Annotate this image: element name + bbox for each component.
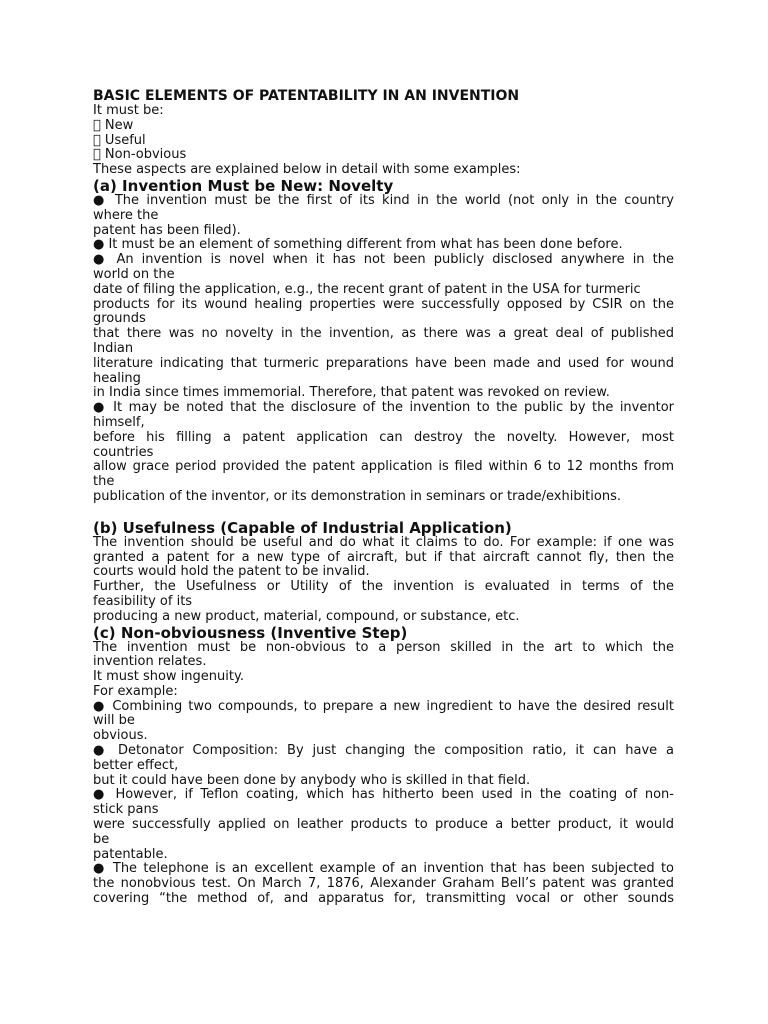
section-a-line: that there was no novelty in the invention, as there was a great deal of published [93, 326, 674, 342]
section-b-body [93, 536, 674, 625]
section-c-line: will be [93, 713, 135, 729]
section-b-line: Further, the Usefulness or Utility of the invention is evaluated in terms of the [93, 579, 674, 595]
section-a-line: date of filing the application, e.g., the recent grant of patent in the USA for turmeric [93, 281, 641, 297]
section-c-line: It must show ingenuity. [93, 669, 244, 685]
section-b-line: The invention should be useful and do what it claims to do. For example: if one was [93, 534, 674, 550]
section-b-heading: (b) Usefulness (Capable of Industrial Application) [93, 518, 512, 537]
section-c-line: invention relates. [93, 654, 207, 670]
section-a-line: before his filling a patent application can destroy the novelty. However, most [93, 429, 674, 445]
section-c-line: be [93, 831, 110, 847]
section-b-line: producing a new product, material, compound, or substance, etc. [93, 608, 520, 624]
section-b-line: courts would hold the patent to be invalid. [93, 564, 370, 580]
intro-lead: It must be: [93, 103, 164, 118]
section-c-line: patentable. [93, 846, 168, 862]
section-b-line: feasibility of its [93, 593, 193, 609]
section-a-line: healing [93, 370, 141, 386]
section-c-line: better effect, [93, 757, 179, 773]
section-a-line: patent has been filed). [93, 222, 241, 238]
section-c-line: were successfully applied on leather products to produce a better product, it would [93, 817, 674, 833]
section-a-line: the [93, 474, 115, 490]
section-c-line: but it could have been done by anybody who is skilled in that field. [93, 772, 531, 788]
section-a-line: where the [93, 207, 159, 223]
section-b-line: granted a patent for a new type of aircraft, but if that aircraft cannot fly, then the [93, 549, 674, 565]
section-spacer [93, 505, 674, 520]
section-c-line: stick pans [93, 802, 159, 818]
section-c-line: ● Detonator Composition: By just changing the composition ratio, it can have a [93, 743, 674, 759]
section-a-line: ● It may be noted that the disclosure of the invention to the public by the inventor [93, 400, 674, 416]
intro-item-useful: Useful [93, 132, 134, 148]
section-a-heading: (a) Invention Must be New: Novelty [93, 176, 394, 195]
section-c-line: covering “the method of, and apparatus for, transmitting vocal or other sounds [93, 891, 674, 907]
section-a-line: grounds [93, 311, 146, 327]
section-a-line: himself, [93, 414, 145, 430]
section-a-line: literature indicating that turmeric preparations have been made and used for wound [93, 355, 674, 371]
section-c-heading: (c) Non-obviousness (Inventive Step) [93, 623, 408, 642]
intro-item-non-obvious: Non-obvious [93, 147, 175, 163]
section-c-line: the nonobvious test. On March 7, 1876, Alexander Graham Bell’s patent was granted [93, 876, 674, 892]
section-c-line: For example: [93, 683, 178, 699]
section-a-line: countries [93, 444, 154, 460]
document-page [93, 88, 674, 907]
document-title: BASIC ELEMENTS OF PATENTABILITY IN AN INVENTION [93, 88, 520, 104]
section-a-line: ● It must be an element of something different from what has been done before. [93, 237, 623, 253]
section-a-body [93, 194, 674, 505]
section-a-line: ● The invention must be the first of its kind in the world (not only in the country [93, 192, 674, 208]
section-a-line: products for its wound healing properties were successfully opposed by CSIR on the [93, 296, 674, 312]
section-c-line: ● However, if Teflon coating, which has hitherto been used in the coating of non- [93, 787, 674, 803]
section-a-line: world on the [93, 266, 175, 282]
intro-item-new: New [93, 117, 122, 133]
intro-after: These aspects are explained below in detail with some examples: [93, 162, 521, 178]
section-c-body [93, 641, 674, 907]
section-a-line: allow grace period provided the patent application is filed within 6 to 12 months from [93, 459, 674, 475]
section-a-line: ● An invention is novel when it has not been publicly disclosed anywhere in the [93, 252, 674, 268]
section-c-line: ● Combining two compounds, to prepare a new ingredient to have the desired result [93, 698, 674, 714]
section-a-line: Indian [93, 340, 134, 356]
section-c-line: ● The telephone is an excellent example of an invention that has been subjected to [93, 861, 674, 877]
section-c-line: obvious. [93, 728, 148, 744]
section-a-line: in India since times immemorial. Therefore, that patent was revoked on review. [93, 385, 610, 401]
section-a-line: publication of the inventor, or its demonstration in seminars or trade/exhibitions. [93, 488, 621, 504]
section-c-line: The invention must be non-obvious to a person skilled in the art to which the [93, 639, 674, 655]
